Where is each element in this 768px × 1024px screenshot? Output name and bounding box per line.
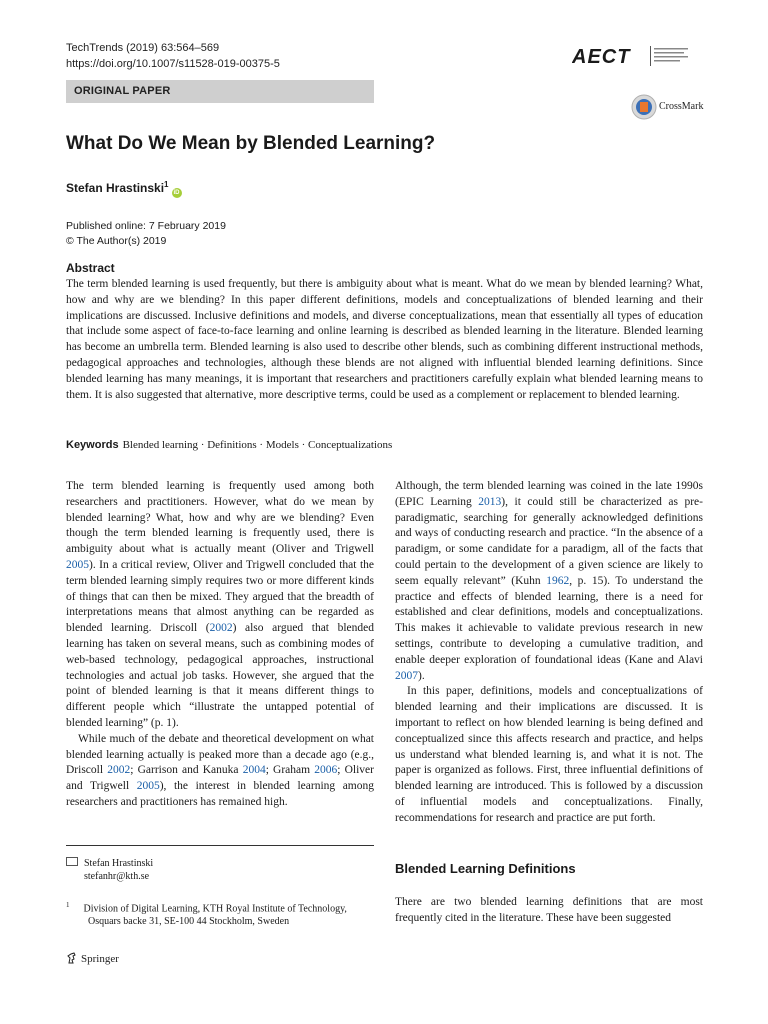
- springer-horse-icon: [66, 952, 78, 964]
- affil-line-2: Osquars backe 31, SE-100 44 Stockholm, Sweden: [88, 916, 290, 928]
- body-right-column: [395, 479, 703, 827]
- abstract-heading: Abstract: [66, 261, 115, 275]
- affil-number: 1: [66, 901, 70, 909]
- citation-link[interactable]: 2013: [478, 495, 502, 508]
- aect-logo-text: AECT: [572, 46, 631, 68]
- keywords-text: Blended learning · Definitions · Models · Conceptualizations: [122, 439, 393, 451]
- crossmark-label[interactable]: CrossMark: [659, 101, 704, 112]
- citation-link[interactable]: 2007: [395, 669, 418, 682]
- footnote-divider: [66, 845, 374, 846]
- author-line: [66, 180, 182, 198]
- body-left-column: [66, 479, 374, 811]
- paragraph: The term blended learning is frequently used among both researchers and practitioners. However, what do we mean by blended learning? What, how and why are we blending? Even though the term blended learning is frequently used, there is ambiguity about what is actually meant (Oliver and Trigwell 2005). In a critical review, Oliver and Trigwell concluded that the term blended learning simply requires two or more different kinds of things that can then be mixed. They argued that the breadth of interpretations means that almost anything can be regarded as blended learning. Driscoll (2002) also argued that blended learning has taken on several means, such as combining modes of web-based technology, pedagogical approaches, instructional technologies and actual job tasks. However, she argued that the point of blended learning is that it means different things to different people which “illustrate the untapped potential of blended learning” (p. 1).: [66, 480, 374, 729]
- citation-link[interactable]: 2005: [136, 780, 160, 793]
- citation-link[interactable]: 2004: [242, 764, 266, 777]
- copyright-line: © The Author(s) 2019: [66, 235, 167, 247]
- corr-name: Stefan Hrastinski: [84, 858, 154, 869]
- journal-citation: TechTrends (2019) 63:564–569: [66, 42, 220, 54]
- citation-link[interactable]: 1962: [546, 574, 570, 587]
- paragraph: In this paper, definitions, models and conceptualizations of blended learning and their implications are discussed. It is important to reflect on how blended learning is being defined and conceptualized since this affects research and practice, and helps us understand what blended learning is, and what it is not. The paper is organized as follows. First, three influential definitions of blended learning are introduced. This is followed by a discussion of influential models and conceptualizations. Finally, recommendations for research and practice are put forth.: [395, 685, 703, 824]
- author-affil-sup: 1: [164, 180, 169, 189]
- aect-logo: [572, 42, 692, 70]
- paragraph: While much of the debate and theoretical development on what blended learning actually is peaked more than a decade ago (e.g., Driscoll 2002; Garrison and Kanuka 2004; Graham 2006; Oliver and Trigwell 2005), the interest in blended learning among researchers and practitioners has remained high.: [66, 732, 374, 808]
- citation-link[interactable]: 2005: [66, 558, 89, 571]
- keywords-line: [66, 439, 392, 451]
- section-heading: Blended Learning Definitions: [395, 861, 576, 876]
- publication-info: [66, 219, 226, 249]
- doi-link[interactable]: https://doi.org/10.1007/s11528-019-00375-5: [66, 58, 280, 70]
- corr-email[interactable]: stefanhr@kth.se: [84, 871, 150, 882]
- keywords-label: Keywords: [66, 439, 119, 451]
- publisher-mark: [66, 952, 119, 965]
- envelope-icon: [66, 857, 78, 866]
- author-name[interactable]: Stefan Hrastinski: [66, 181, 165, 195]
- paragraph: There are two blended learning definitions that are most frequently cited in the literature. These have been suggested: [395, 896, 703, 924]
- paper-type-banner: ORIGINAL PAPER: [66, 80, 374, 103]
- paper-title: What Do We Mean by Blended Learning?: [66, 133, 436, 154]
- affiliation: [66, 899, 374, 928]
- citation-link[interactable]: 2002: [209, 622, 233, 635]
- body-right-column-continued: [395, 895, 703, 927]
- citation-link[interactable]: 2002: [107, 764, 131, 777]
- abstract-body: The term blended learning is used frequently, but there is ambiguity about what is meant. What do we mean by blended learning? What, how and why are we blending? In this paper different definitions, models and conceptualizations of blended learning and their implications are discussed. Inclusive definitions and models, and diverse conceptualizations, mean that essentially all types of education that include some aspect of face-to-face learning and online learning is described as blended learning in the literature. Blended learning has become an umbrella term. Blended learning is also used to describe other blends, such as combining different instructional methods, pedagogical approaches and technologies, although these blends are not aligned with influential blended learning definitions. Since blended learning has many meanings, it is important that researchers and practitioners carefully explain what blended learning means to them. It is also suggested that alternative, more descriptive terms, could be used as a complement or replacement to blended learning.: [66, 278, 703, 401]
- paragraph: Although, the term blended learning was coined in the late 1990s (EPIC Learning 2013), it could still be characterized as pre-paradigmatic, searching for generally acknowledged definitions and ways of conducting research and practice. “In the absence of a paradigm, or some candidate for a paradigm, all of the facts that could pertain to the development of a given science are likely to seem equally relevant” (Kuhn 1962, p. 15). To understand the practice and effects of blended learning, there is a need for established and clear definitions, models and conceptualizations. This makes it achievable to validate previous research in new settings, contribute to developing a cumulative tradition, and enable deeper exploration of foundational ideas (Kane and Alavi 2007).: [395, 480, 703, 682]
- published-date: Published online: 7 February 2019: [66, 220, 226, 232]
- orcid-icon[interactable]: iD: [173, 190, 180, 196]
- publisher-name: Springer: [81, 953, 119, 965]
- corresponding-author: [66, 857, 153, 883]
- citation-link[interactable]: 2006: [314, 764, 338, 777]
- affil-line-1: Division of Digital Learning, KTH Royal Institute of Technology,: [83, 903, 347, 915]
